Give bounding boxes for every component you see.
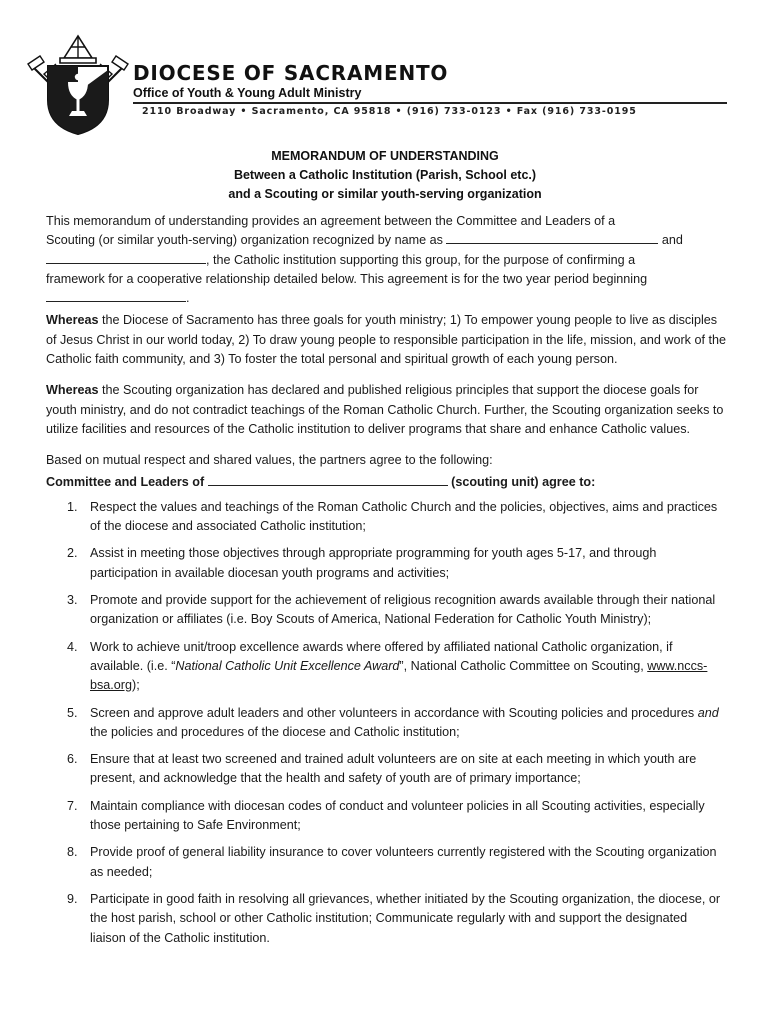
- list-item: [46, 591, 726, 630]
- item-number: 4.: [67, 639, 78, 654]
- list-item: [46, 544, 726, 583]
- award-name: National Catholic Unit Excellence Award: [175, 658, 400, 673]
- list-item: [46, 750, 726, 789]
- organization-name: DIOCESE OF SACRAMENTO: [133, 61, 449, 85]
- memo-title-line-2: Between a Catholic Institution (Parish, School etc.): [233, 168, 537, 182]
- list-item: [46, 890, 726, 948]
- whereas-goals-paragraph: [46, 311, 726, 369]
- start-date-blank[interactable]: [46, 289, 186, 302]
- organization-name-blank[interactable]: [446, 231, 658, 244]
- intro-line-5: .: [186, 291, 190, 306]
- item-number: 3.: [67, 593, 78, 608]
- intro-line-4: framework for a cooperative relationship detailed below. This agreement is for the two year period beginning: [46, 271, 648, 286]
- intro-line-2: Scouting (or similar youth-serving) organization recognized by name as: [46, 233, 443, 248]
- institution-name-blank[interactable]: [46, 251, 206, 264]
- item-text: Ensure that at least two screened and trained adult volunteers are on site at each meeting in which youth are present, and acknowledge that the health and safety of youth are of primary importance;: [90, 752, 697, 786]
- list-item: [46, 797, 726, 836]
- item-number: 7.: [67, 798, 78, 813]
- memo-title-line-1: MEMORANDUM OF UNDERSTANDING: [271, 149, 499, 163]
- whereas-text-2: the Scouting organization has declared and published religious principles that support the diocese goals for youth ministry, and do not contradict teachings of the Roman Catholic Church. Further, the Scouting organization seeks to utilize facilities and resources of the Catholic institution to deliver programs that share and enhance Catholic values.: [46, 383, 724, 436]
- item-number: 2.: [67, 546, 78, 561]
- item-text: the policies and procedures of the diocese and Catholic institution;: [90, 724, 460, 739]
- whereas-text-1: the Diocese of Sacramento has three goals for youth ministry; 1) To empower young people to live as disciples of Jesus Christ in our world today, 2) To draw young people to responsible participation in the life, mission, and work of the Catholic faith community, and 3) To foster the total personal and spiritual growth of each young person.: [46, 313, 726, 367]
- item-text: ”, National Catholic Committee on Scouting,: [399, 658, 648, 673]
- whereas-label-2: Whereas: [46, 383, 99, 398]
- item-number: 8.: [67, 845, 78, 860]
- list-item: [46, 843, 726, 882]
- list-item: [46, 638, 726, 696]
- list-item: [46, 704, 726, 743]
- whereas-scouting-paragraph: [46, 381, 726, 439]
- mutual-respect-paragraph: Based on mutual respect and shared values, the partners agree to the following:: [46, 453, 493, 468]
- intro-line-1: This memorandum of understanding provides an agreement between the Committee and Leaders of a: [46, 214, 616, 228]
- item-text: Work to achieve unit/troop excellence awards where offered by affiliated national Catholic organization, if available. (i.e. “: [90, 639, 673, 673]
- list-item: [46, 498, 726, 537]
- memo-title-line-3: and a Scouting or similar youth-serving organization: [228, 187, 542, 201]
- item-text: Respect the values and teachings of the Roman Catholic Church and the policies, objectives, aims and practices of the diocese and associated Catholic institution;: [90, 499, 718, 534]
- item-number: 1.: [67, 499, 78, 514]
- item-text: Participate in good faith in resolving all grievances, whether initiated by the Scouting organization, the diocese, or the host parish, school or other Catholic institution; Communicate regularly with and support the designated liaison of the Catholic institution.: [90, 891, 721, 945]
- committee-agree: (scouting unit) agree to:: [447, 474, 596, 489]
- item-number: 6.: [67, 752, 78, 767]
- item-text: Provide proof of general liability insurance to cover volunteers currently registered with the Scouting organization as needed;: [90, 845, 717, 879]
- item-number: 5.: [67, 705, 78, 720]
- agreement-list: [46, 498, 726, 948]
- item-text: );: [132, 678, 140, 693]
- scouting-unit-blank[interactable]: [208, 473, 448, 486]
- intro-paragraph: [46, 212, 726, 308]
- item-text: Assist in meeting those objectives through appropriate programming for youth ages 5-17, and through participation in available diocesan youth programs and activities;: [90, 546, 657, 580]
- office-address: 2110 Broadway • Sacramento, CA 95818 • (916) 733-0123 • Fax (916) 733-0195: [142, 106, 637, 117]
- whereas-label-1: Whereas: [46, 313, 99, 328]
- memo-title: [0, 147, 770, 204]
- item-text: Maintain compliance with diocesan codes of conduct and volunteer policies in all Scouting activities, especially those pertaining to Safe Environment;: [90, 798, 705, 833]
- emphasis-and: and: [697, 705, 719, 720]
- intro-line-3: , the Catholic institution supporting this group, for the purpose of confirming a: [206, 252, 636, 267]
- item-text: Screen and approve adult leaders and other volunteers in accordance with Scouting policies and procedures: [90, 705, 698, 720]
- diocese-coat-of-arms-icon: [26, 30, 130, 136]
- item-text: Promote and provide support for the achievement of religious recognition awards available through their national organization or affiliates (i.e. Boy Scouts of America, National Federation for Catholic Youth Ministry);: [90, 593, 716, 627]
- nccs-link[interactable]: www.nccs-bsa.org: [90, 658, 708, 693]
- office-name: Office of Youth & Young Adult Ministry: [133, 86, 362, 100]
- memo-body: [46, 212, 726, 956]
- intro-and: and: [661, 233, 683, 248]
- committee-label: Committee and Leaders of: [46, 474, 205, 489]
- item-number: 9.: [67, 891, 78, 906]
- committee-line: [46, 473, 726, 492]
- letterhead-rule: [133, 102, 727, 104]
